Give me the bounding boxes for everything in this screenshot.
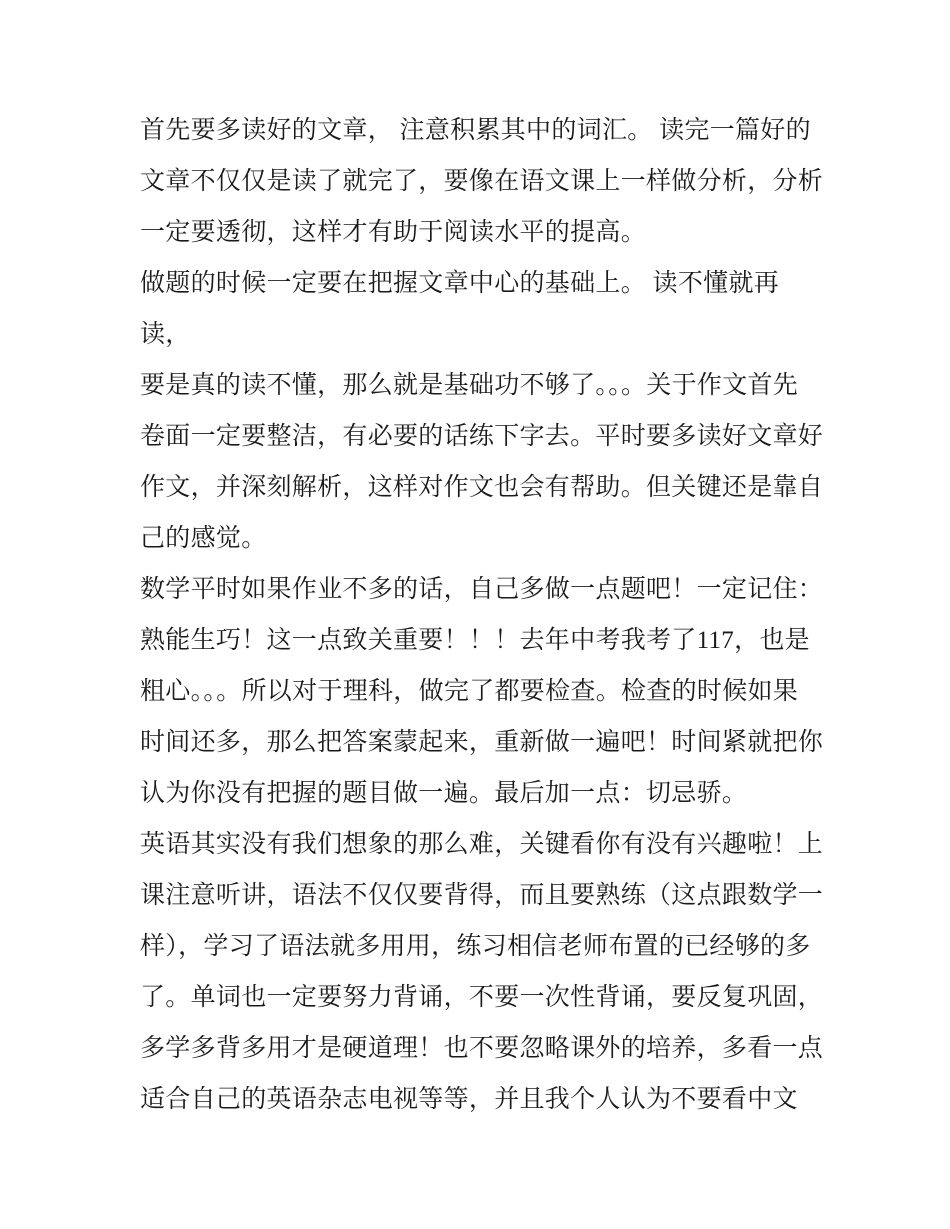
text-line: 数学平时如果作业不多的话，自己多做一点题吧！一定记住： (140, 576, 824, 603)
text-line: 读， (140, 321, 191, 348)
text-line: 文章不仅仅是读了就完了，要像在语文课上一样做分析，分析 (140, 168, 824, 195)
document-text-block (140, 105, 840, 1125)
text-line: 了。单词也一定要努力背诵，不要一次性背诵，要反复巩固， (140, 984, 824, 1011)
text-line: 要是真的读不懂，那么就是基础功不够了。。。关于作文首先 (140, 372, 799, 399)
text-line: 首先要多读好的文章， 注意积累其中的词汇。 读完一篇好的 (140, 117, 811, 144)
text-line: 认为你没有把握的题目做一遍。最后加一点：切忌骄。 (140, 780, 748, 807)
text-line: 样），学习了语法就多用用，练习相信老师布置的已经够的多 (140, 933, 811, 960)
text-line: 作文，并深刻解析，这样对作文也会有帮助。但关键还是靠自 (140, 474, 824, 501)
text-line: 适合自己的英语杂志电视等等，并且我个人认为不要看中文 (140, 1086, 798, 1113)
text-line: 课注意听讲，语法不仅仅要背得，而且要熟练（这点跟数学一 (140, 882, 824, 909)
text-line: 多学多背多用才是硬道理！也不要忽略课外的培养，多看一点 (140, 1035, 824, 1062)
text-line: 熟能生巧！这一点致关重要！！！去年中考我考了117，也是 (140, 627, 810, 654)
text-line: 粗心。。。所以对于理科，做完了都要检查。检查的时候如果 (140, 678, 799, 705)
text-line: 一定要透彻，这样才有助于阅读水平的提高。 (140, 219, 647, 246)
text-line: 时间还多，那么把答案蒙起来，重新做一遍吧！时间紧就把你 (140, 729, 824, 756)
text-line: 英语其实没有我们想象的那么难，关键看你有没有兴趣啦！上 (140, 831, 824, 858)
text-line: 做题的时候一定要在把握文章中心的基础上。 读不懂就再 (140, 270, 780, 297)
text-line: 卷面一定要整洁，有必要的话练下字去。平时要多读好文章好 (140, 423, 824, 450)
text-line: 己的感觉。 (140, 525, 267, 552)
